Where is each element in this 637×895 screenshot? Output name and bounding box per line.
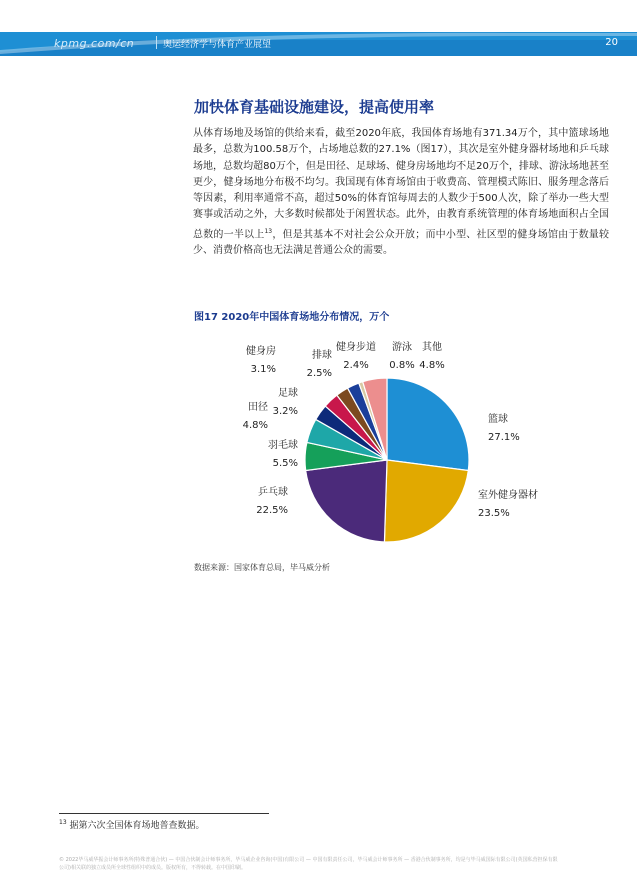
- pie-label-5: 足球: [278, 388, 298, 399]
- header-brand: kpmg.com/cn: [54, 37, 135, 50]
- pie-label-3: 羽毛球: [268, 440, 298, 451]
- pie-label-10: 其他: [422, 342, 442, 353]
- pie-label-9: 游泳: [392, 342, 412, 353]
- pie-value-label-0: 27.1%: [488, 432, 520, 443]
- section-title: 加快体育基础设施建设，提高使用率: [194, 98, 435, 116]
- pie-label-7: 排球: [312, 350, 332, 361]
- legal-notice: © 2022毕马威华振会计师事务所(特殊普通合伙) — 中国合伙制会计师事务所，毕马威企业咨询(中国)有限公司 — 中国有限责任公司，毕马威会计师事务所 — 香港合伙制事务所，均是与毕马威国际有限公司(英国私营担保有限公司)相关联的独立成员所全球性组织中的成员。版权所有，不得转载。在中国印刷。: [59, 857, 558, 871]
- footnote-ref: 13: [264, 227, 273, 235]
- footnote-text: 据第六次全国体育场地普查数据。: [69, 821, 205, 831]
- pie-label-8: 健身步道: [336, 342, 376, 353]
- pie-value-label-9: 0.8%: [389, 360, 415, 371]
- pie-value-label-3: 5.5%: [272, 458, 298, 469]
- pie-label-1: 室外健身器材: [478, 490, 538, 501]
- pie-value-label-6: 3.1%: [250, 364, 276, 375]
- header-divider: [156, 36, 157, 49]
- pie-chart-container: [190, 330, 590, 565]
- pie-label-0: 篮球: [488, 414, 508, 425]
- page-number: 20: [605, 37, 618, 48]
- footnote-number: 13: [59, 819, 67, 826]
- pie-value-label-1: 23.5%: [478, 508, 510, 519]
- paragraph-1-text: 从体育场地及场馆的供给来看，截至2020年底，我国体育场地有371.34万个，其中篮球场地最多，总数为100.58万个，占场地总数的27.1%（图17），其次是室外健身器材场地和乒乓球场地，总数均超80万个，但是田径、足球场、健身房场地均不足20万个，排球、游泳场地甚至更少，健身场地分布极不均匀。: [193, 128, 609, 188]
- paragraph-2-text-a: 我国现有体育场馆由于收费高、管理模式陈旧、服务理念落后等因素，利用率通常不高，超过50%的体育馆每周去的人数少于500人次，除了举办一些大型赛事或活动之外，大多数时候都处于闲置状态。此外，由教育系统管理的体育场地面积占全国总数的一半以上: [193, 176, 610, 241]
- pie-value-label-2: 22.5%: [256, 505, 288, 516]
- footnote-divider: [59, 813, 269, 814]
- pie-chart: [190, 330, 590, 565]
- paragraph-1: [193, 126, 609, 260]
- pie-value-label-5: 3.2%: [272, 406, 298, 417]
- pie-value-label-7: 2.5%: [306, 368, 332, 379]
- pie-value-label-8: 2.4%: [343, 360, 369, 371]
- pie-label-2: 乒乓球: [258, 487, 288, 498]
- pie-slice-1: [384, 460, 468, 542]
- figure-title: 图17 2020年中国体育场地分布情况，万个: [194, 312, 390, 323]
- pie-slice-2: [306, 460, 387, 542]
- footnote: [59, 818, 205, 831]
- figure-source: 数据来源：国家体育总局，毕马威分析: [194, 563, 330, 572]
- pie-label-4: 田径: [248, 402, 268, 413]
- pie-label-6: 健身房: [246, 346, 276, 357]
- header-subtitle: 奥运经济学与体育产业展望: [163, 40, 272, 50]
- pie-value-label-4: 4.8%: [242, 420, 268, 431]
- pie-value-label-10: 4.8%: [419, 360, 445, 371]
- pie-slice-0: [387, 378, 469, 471]
- page-header: [0, 0, 637, 56]
- paragraph-2-text-b: ，但是其基本不对社会公众开放；而中小型、社区型的健身场馆由于数量较少、消费价格高也无法满足普通公众的需要。: [193, 229, 610, 257]
- body-text: [193, 126, 609, 260]
